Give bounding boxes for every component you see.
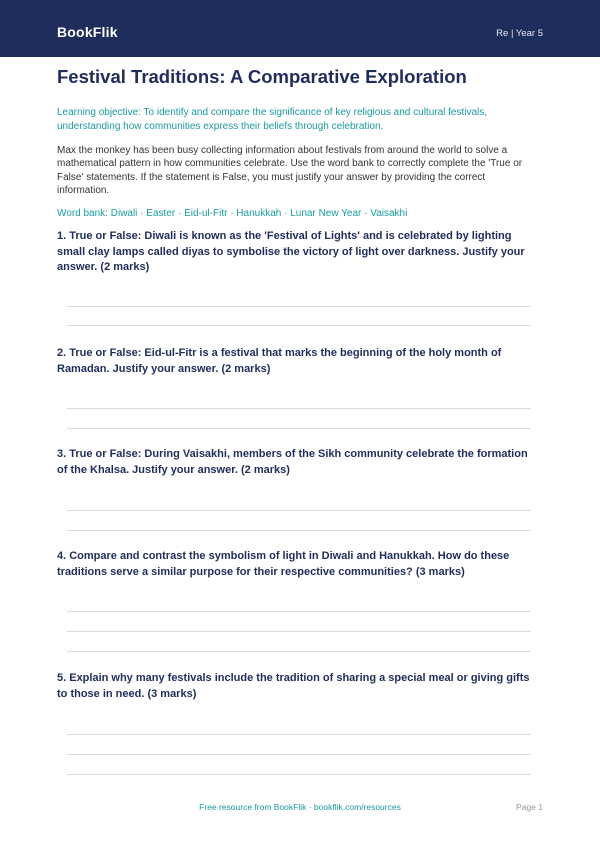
answer-line[interactable] [67, 651, 531, 652]
answer-line[interactable] [67, 306, 531, 307]
answer-line[interactable] [67, 631, 531, 632]
subject-year-label: Re | Year 5 [496, 28, 543, 39]
brand-logo: BookFlik [57, 24, 118, 40]
answer-line[interactable] [67, 754, 531, 755]
page-header [0, 0, 600, 57]
question-4 [57, 549, 535, 580]
answer-line[interactable] [67, 734, 531, 735]
question-5 [57, 671, 535, 702]
question-text: 1. True or False: Diwali is known as the 'Festival of Lights' and is celebrated by lighting small clay lamps called diyas to symbolise the victory of light over darkness. Justify your answer. (2 marks) [57, 230, 525, 273]
page-title: Festival Traditions: A Comparative Exploration [57, 66, 467, 87]
learning-objective: Learning objective: To identify and compare the significance of key religious and cultural festivals, understanding how communities express their beliefs through celebration. [57, 107, 488, 132]
answer-line[interactable] [67, 325, 531, 326]
answer-line[interactable] [67, 408, 531, 409]
question-text: 3. True or False: During Vaisakhi, members of the Sikh community celebrate the formation of the Khalsa. Justify your answer. (2 marks) [57, 448, 528, 476]
worksheet-intro [57, 66, 533, 241]
intro-text: Max the monkey has been busy collecting information about festivals from around the world to solve a mathematical pattern in how communities celebrate. Use the word bank to correctly complete the 'True or False' statements. If the statement is False, you must justify your answer by providing the correct information. [57, 145, 523, 196]
answer-line[interactable] [67, 428, 531, 429]
question-text: 4. Compare and contrast the symbolism of light in Diwali and Hanukkah. How do these traditions serve a similar purpose for their respective communities? (3 marks) [57, 550, 510, 578]
answer-line[interactable] [67, 774, 531, 775]
answer-line[interactable] [67, 510, 531, 511]
footer-link[interactable]: Free resource from BookFlik · bookflik.com/resources [199, 802, 401, 812]
question-text: 2. True or False: Eid-ul-Fitr is a festival that marks the beginning of the holy month of Ramadan. Justify your answer. (2 marks) [57, 347, 502, 375]
question-1 [57, 229, 535, 276]
answer-line[interactable] [67, 530, 531, 531]
question-3 [57, 447, 535, 478]
page-number: Page 1 [516, 802, 543, 812]
question-text: 5. Explain why many festivals include the tradition of sharing a special meal or giving gifts to those in need. (3 marks) [57, 672, 530, 700]
question-2 [57, 346, 535, 377]
word-bank: Word bank: Diwali · Easter · Eid-ul-Fitr · Hanukkah · Lunar New Year · Vaisakhi [57, 208, 408, 220]
answer-line[interactable] [67, 611, 531, 612]
